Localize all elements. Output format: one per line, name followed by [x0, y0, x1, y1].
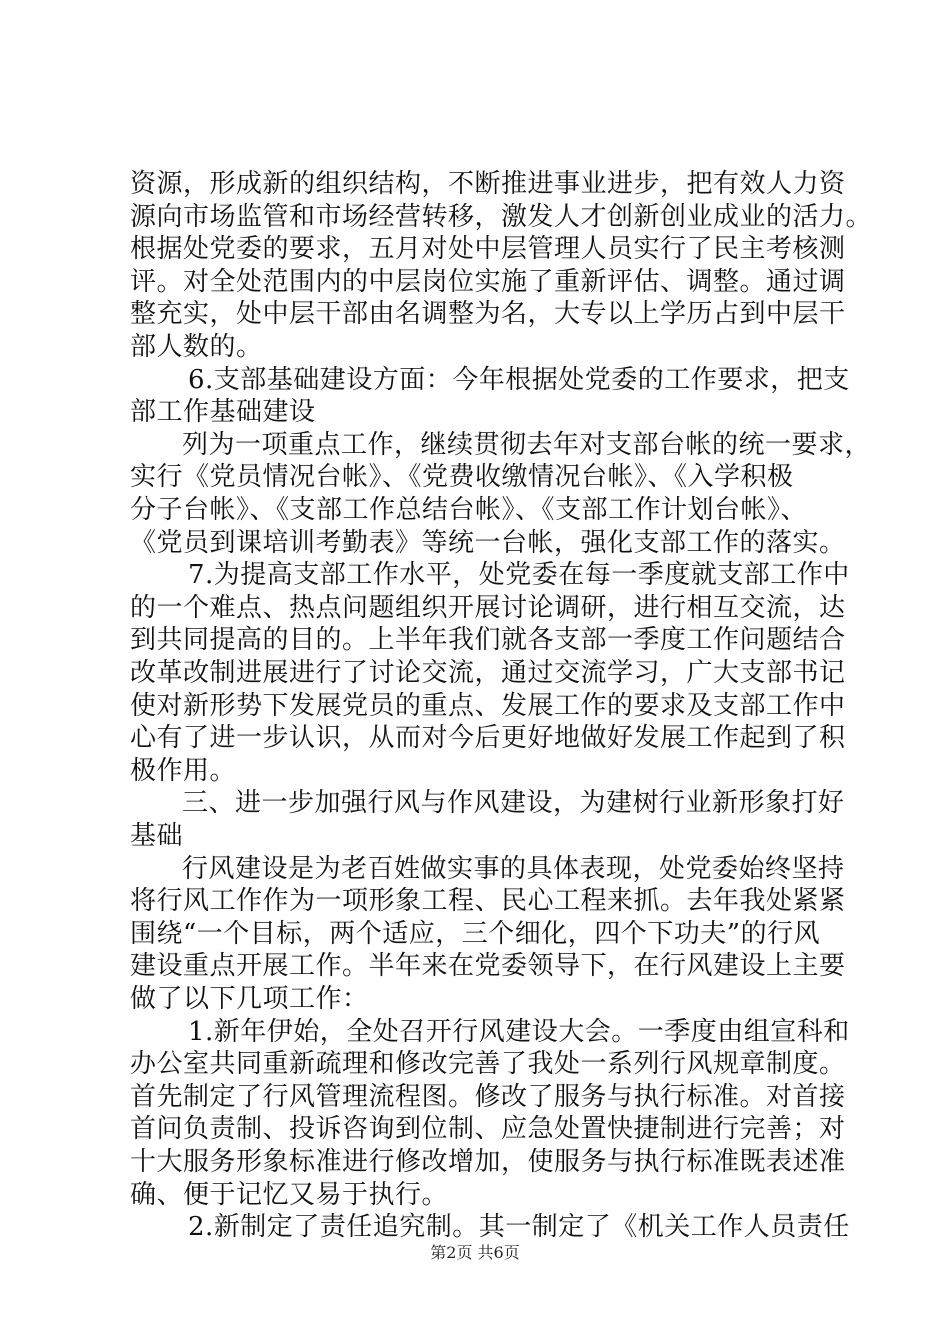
text-line: 资源，形成新的组织结构，不断推进事业进步，把有效人力资	[130, 169, 846, 199]
text-line: 极作用。	[130, 755, 237, 786]
text-line: 使对新形势下发展党员的重点、发展工作的要求及支部工作中	[130, 690, 846, 721]
text-line: 1.新年伊始，全处召开行风建设大会。一季度由组宣科和	[188, 1016, 850, 1047]
text-line: 心有了进一步认识，从而对今后更好地做好发展工作起到了积	[130, 723, 846, 754]
section-heading: 基础	[130, 821, 184, 851]
text-line: 办公室共同重新疏理和修改完善了我处一系列行风规章制度。	[130, 1049, 846, 1080]
text-line: 实行《党员情况台帐》、《党费收缴情况台帐》、《入学积极	[130, 462, 794, 493]
text-line: 7.为提高支部工作水平，处党委在每一季度就支部工作中	[188, 560, 850, 591]
text-line: 到共同提高的目的。上半年我们就各支部一季度工作问题结合	[130, 625, 846, 656]
text-line: 2.新制定了责任追究制。其一制定了《机关工作人员责任	[188, 1212, 850, 1243]
text-line: 分子台帐》、《支部工作总结台帐》、《支部工作计划台帐》、	[130, 495, 808, 525]
text-line: 改革改制进展进行了讨论交流，通过交流学习，广大支部书记	[130, 658, 846, 688]
text-line: 《党员到课培训考勤表》等统一台帐，强化支部工作的落实。	[130, 527, 846, 558]
text-line: 将行风工作作为一项形象工程、民心工程来抓。去年我处紧紧	[130, 886, 846, 917]
text-line: 部人数的。	[130, 332, 263, 362]
text-line: 首问负责制、投诉咨询到位制、应急处置快捷制进行完善；对	[130, 1114, 846, 1145]
text-line: 部工作基础建设	[130, 397, 316, 428]
text-line: 源向市场监管和市场经营转移，激发人才创新创业成业的活力。	[130, 201, 873, 232]
text-line: 列为一项重点工作，继续贯彻去年对支部台帐的统一要求，	[182, 429, 872, 460]
page-number-footer: 第2页 共6页	[430, 1243, 520, 1262]
text-line: 首先制定了行风管理流程图。修改了服务与执行标准。对首接	[130, 1081, 846, 1112]
text-line: 建设重点开展工作。半年来在党委领导下，在行风建设上主要	[130, 951, 846, 982]
text-line: 围绕“一个目标，两个适应，三个细化，四个下功夫”的行风	[130, 918, 821, 949]
text-line: 十大服务形象标准进行修改增加，使服务与执行标准既表述准	[130, 1147, 846, 1177]
text-line: 6.支部基础建设方面：今年根据处党委的工作要求，把支	[188, 364, 850, 395]
text-line: 根据处党委的要求，五月对处中层管理人员实行了民主考核测	[130, 234, 846, 265]
text-line: 做了以下几项工作：	[130, 984, 369, 1014]
text-line: 评。对全处范围内的中层岗位实施了重新评估、调整。通过调	[130, 266, 846, 297]
text-line: 行风建设是为老百姓做实事的具体表现，处党委始终坚持	[182, 853, 845, 884]
section-heading: 三、进一步加强行风与作风建设，为建树行业新形象打好	[182, 788, 845, 819]
text-line: 的一个难点、热点问题组织开展讨论调研，进行相互交流，达	[130, 592, 846, 623]
text-line: 整充实，处中层干部由名调整为名，大专以上学历占到中层干	[130, 299, 846, 330]
text-line: 确、便于记忆又易于执行。	[130, 1179, 449, 1210]
